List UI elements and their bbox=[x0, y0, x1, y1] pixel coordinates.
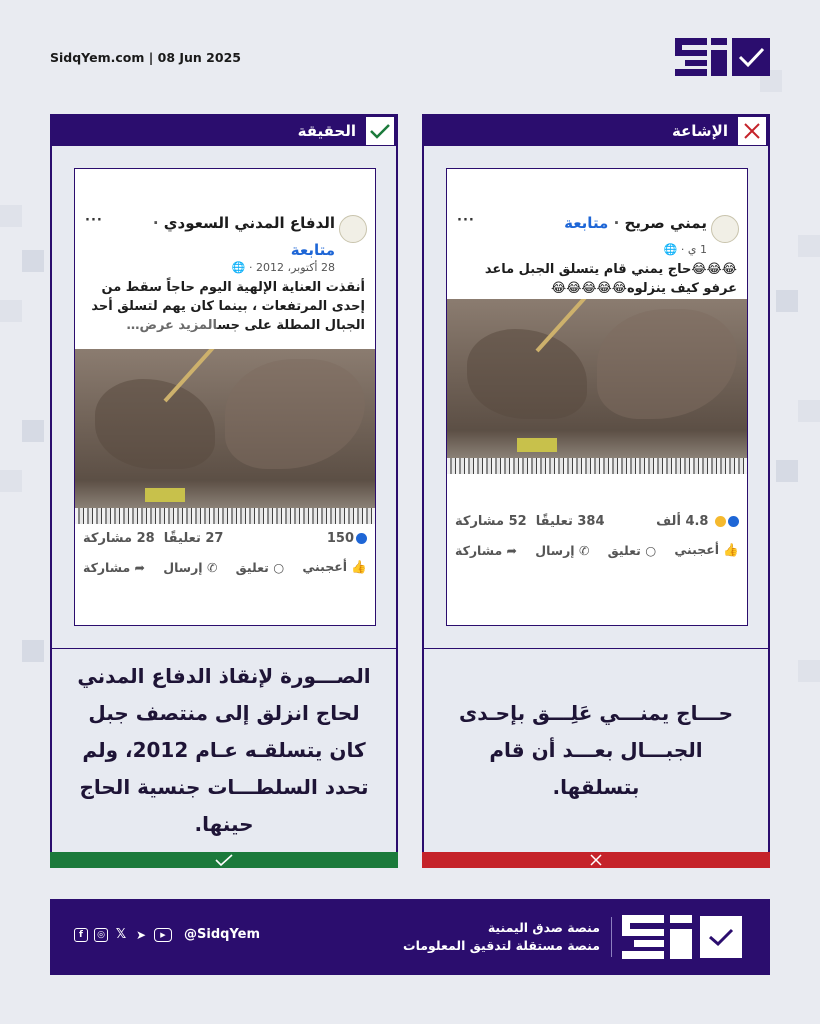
reaction-count[interactable]: 150 bbox=[327, 531, 367, 546]
globe-icon: 🌐 bbox=[231, 261, 246, 274]
rumor-verdict: حـــاج يمنـــي عَلِـــق بإحـدى الجبـــال بعـــد أن قام بتسلقها. bbox=[424, 648, 768, 852]
instagram-icon[interactable]: ◎ bbox=[94, 928, 108, 942]
share-count[interactable]: 28 مشاركة bbox=[83, 531, 155, 546]
truth-card bbox=[50, 114, 398, 868]
truth-label: الحقيقة bbox=[297, 122, 356, 140]
avatar[interactable] bbox=[711, 215, 739, 243]
platform-tagline: منصة صدق اليمنية منصة مستقلة لتدقيق المعلومات bbox=[403, 920, 600, 953]
avatar[interactable] bbox=[339, 215, 367, 243]
check-icon bbox=[366, 117, 394, 145]
post-photo[interactable] bbox=[75, 349, 375, 524]
globe-icon: 🌐 bbox=[663, 243, 678, 256]
truth-verdict: الصـــورة لإنقاذ الدفاع المدني لحاج انزلق إلى منتصف جبل كان يتسلقـه عـام 2012، ولم تحدد السلطـــات جنسية الحاج حينها. bbox=[52, 648, 396, 852]
check-icon bbox=[700, 916, 742, 958]
truth-footer-bar bbox=[50, 852, 398, 868]
decor-pixel bbox=[798, 400, 820, 422]
decor-pixel bbox=[22, 250, 44, 272]
rumor-post bbox=[446, 168, 748, 626]
share-button[interactable]: ➦ مشاركة bbox=[455, 542, 518, 558]
comment-button[interactable]: ○ تعليق bbox=[235, 559, 285, 575]
comment-count[interactable]: 27 تعليقًا bbox=[163, 531, 224, 546]
like-button[interactable]: 👍 أعجبني bbox=[302, 559, 367, 574]
sidq-logo bbox=[675, 38, 770, 76]
check-icon bbox=[214, 854, 234, 866]
decor-pixel bbox=[776, 290, 798, 312]
post-stats bbox=[455, 514, 739, 529]
x-icon bbox=[589, 854, 603, 866]
facebook-icon[interactable]: f bbox=[74, 928, 88, 942]
like-button[interactable]: 👍 أعجبني bbox=[674, 542, 739, 557]
post-photo[interactable] bbox=[447, 299, 747, 474]
post-author[interactable]: الدفاع المدني السعودي · bbox=[152, 214, 335, 232]
post-actions bbox=[455, 542, 739, 558]
divider bbox=[611, 917, 612, 957]
like-reaction-icon bbox=[728, 516, 739, 527]
share-button[interactable]: ➦ مشاركة bbox=[83, 559, 146, 575]
decor-pixel bbox=[22, 640, 44, 662]
comment-button[interactable]: ○ تعليق bbox=[607, 542, 657, 558]
youtube-icon[interactable]: ▶ bbox=[154, 928, 172, 942]
x-icon[interactable]: 𝕏 bbox=[115, 927, 127, 942]
decor-pixel bbox=[798, 235, 820, 257]
truth-card-header bbox=[52, 116, 396, 146]
social-links bbox=[74, 927, 260, 942]
social-handle[interactable]: @SidqYem bbox=[184, 927, 261, 942]
rumor-card-header bbox=[424, 116, 768, 146]
post-date: 1 ي · 🌐 bbox=[663, 243, 707, 256]
reaction-count[interactable]: 4.8 ألف bbox=[656, 514, 739, 529]
decor-pixel bbox=[798, 660, 820, 682]
site-date: SidqYem.com | 08 Jun 2025 bbox=[50, 50, 241, 65]
post-date: 28 أكتوبر، 2012 · 🌐 bbox=[231, 261, 335, 274]
truth-post bbox=[74, 168, 376, 626]
post-text: 😂😂😂حاج يمني قام يتسلق الجبل ماعد عرفو كيف ينزلوه😂😂😂😂😂 bbox=[484, 262, 737, 296]
rumor-card bbox=[422, 114, 770, 868]
share-count[interactable]: 52 مشاركة bbox=[455, 514, 527, 529]
see-more-link[interactable]: المزيد عرض… bbox=[126, 318, 218, 333]
sidq-logo bbox=[622, 915, 692, 959]
comment-count[interactable]: 384 تعليقًا bbox=[535, 514, 605, 529]
post-author[interactable]: يمني صريح · متابعة bbox=[564, 214, 707, 232]
like-reaction-icon bbox=[356, 533, 367, 544]
decor-pixel bbox=[0, 300, 22, 322]
more-options-icon[interactable]: ··· bbox=[85, 213, 103, 228]
send-button[interactable]: ✆ إرسال bbox=[535, 542, 590, 558]
post-text: أنقذت العناية الإلهية اليوم حاجاً سقط من إحدى المرتفعات ، بينما كان يهم لتسلق أحد الجبال المطلة على جسالمزيد عرض… bbox=[91, 280, 365, 333]
more-options-icon[interactable]: ··· bbox=[457, 213, 475, 228]
footer-banner bbox=[50, 899, 770, 975]
decor-pixel bbox=[22, 420, 44, 442]
decor-pixel bbox=[0, 205, 22, 227]
telegram-icon[interactable]: ➤ bbox=[135, 927, 147, 942]
follow-button[interactable]: متابعة bbox=[290, 241, 335, 259]
decor-pixel bbox=[776, 460, 798, 482]
send-button[interactable]: ✆ إرسال bbox=[163, 559, 218, 575]
haha-reaction-icon bbox=[715, 516, 726, 527]
post-stats bbox=[83, 531, 367, 546]
post-actions bbox=[83, 559, 367, 575]
rumor-label: الإشاعة bbox=[671, 122, 728, 140]
x-icon bbox=[738, 117, 766, 145]
follow-button[interactable]: متابعة bbox=[564, 214, 609, 232]
decor-pixel bbox=[0, 470, 22, 492]
rumor-footer-bar bbox=[422, 852, 770, 868]
